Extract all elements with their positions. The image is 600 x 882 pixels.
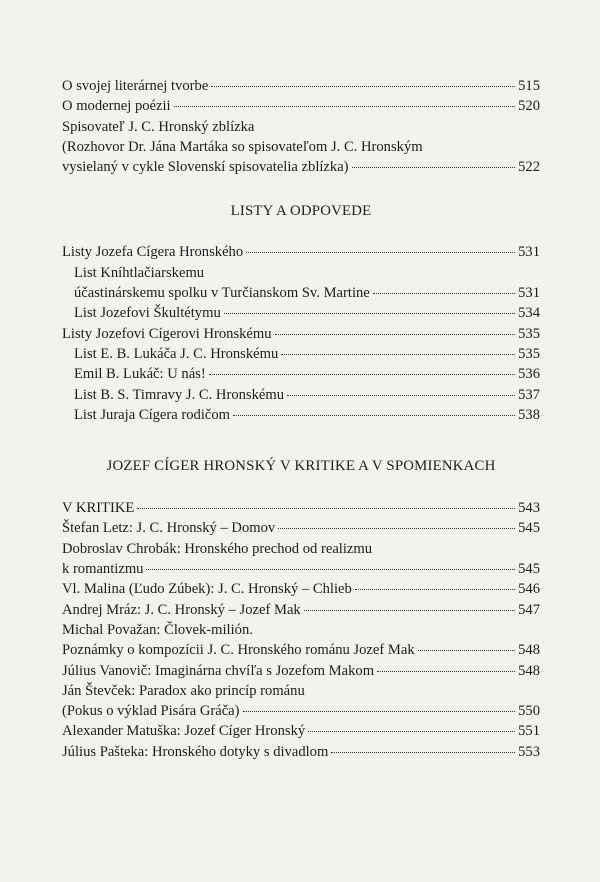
dot-leader — [352, 167, 516, 168]
dot-leader — [275, 334, 516, 335]
toc-page-number: 538 — [518, 406, 540, 423]
toc-entry-title: účastinárskemu spolku v Turčianskom Sv. Martine — [74, 285, 370, 302]
dot-leader — [146, 569, 515, 570]
toc-block-essays — [62, 76, 540, 177]
toc-entry-title: List Juraja Cígera rodičom — [74, 406, 231, 423]
dot-leader — [281, 354, 515, 355]
section-heading-criticism: JOZEF CÍGER HRONSKÝ V KRITIKE A V SPOMIENKACH — [106, 458, 496, 475]
toc-line: Dobroslav Chrobák: Hronského prechod od realizmu — [62, 540, 373, 557]
toc-entry — [62, 364, 540, 384]
toc-line: Spisovateľ J. C. Hronský zblízka — [62, 118, 255, 135]
toc-entry-title: Július Vanovič: Imaginárna chvíľa s Jozefom Makom — [62, 662, 375, 679]
dot-leader — [373, 293, 515, 294]
dot-leader — [287, 395, 515, 396]
toc-line: Michal Považan: Človek-milión. — [62, 621, 253, 638]
toc-entry — [62, 518, 540, 538]
toc-entry — [62, 96, 540, 116]
toc-entry — [62, 640, 540, 660]
toc-entry — [62, 283, 540, 303]
toc-line: (Rozhovor Dr. Jána Martáka so spisovateľom J. C. Hronským — [62, 138, 423, 155]
toc-entry — [62, 385, 540, 405]
dot-leader — [209, 374, 515, 375]
toc-entry-title: Vl. Malina (Ľudo Zúbek): J. C. Hronský – Chlieb — [62, 581, 352, 598]
dot-leader — [331, 752, 515, 753]
toc-entry-title: List Jozefovi Škultétymu — [74, 305, 221, 322]
toc-entry-title: O modernej poézii — [62, 98, 171, 115]
toc-entry-title: Alexander Matuška: Jozef Cíger Hronský — [62, 723, 306, 740]
toc-line: Ján Števček: Paradox ako princíp románu — [62, 682, 305, 699]
toc-page-number: 548 — [518, 642, 540, 659]
toc-page-number: 534 — [518, 305, 540, 322]
toc-entry-title: Listy Jozefa Cígera Hronského — [62, 244, 244, 261]
toc-page-number: 545 — [518, 520, 540, 537]
toc-entry-title: k romantizmu — [62, 561, 144, 578]
toc-entry — [62, 559, 540, 579]
toc-block-criticism — [62, 498, 540, 762]
toc-page-number: 536 — [518, 366, 540, 383]
dot-leader — [137, 508, 515, 509]
toc-page-number: 551 — [518, 723, 540, 740]
toc-entry — [62, 742, 540, 762]
toc-entry-title: Listy Jozefovi Cígerovi Hronskému — [62, 325, 272, 342]
toc-entry-title: Július Pašteka: Hronského dotyky s divadlom — [62, 743, 329, 760]
toc-entry-title: Emil B. Lukáč: U nás! — [74, 366, 206, 383]
toc-entry — [62, 324, 540, 344]
toc-entry-title: List B. S. Timravy J. C. Hronskému — [74, 386, 285, 403]
toc-entry — [62, 76, 540, 96]
toc-entry-title: O svojej literárnej tvorbe — [62, 78, 209, 94]
toc-entry-title: Štefan Letz: J. C. Hronský – Domov — [62, 520, 276, 537]
dot-leader — [233, 415, 515, 416]
toc-entry — [62, 344, 540, 364]
toc-page-number: 548 — [518, 662, 540, 679]
table-of-contents — [62, 76, 540, 762]
toc-page-number: 535 — [518, 345, 540, 362]
toc-page-number: 543 — [518, 500, 540, 517]
toc-entry — [62, 498, 540, 518]
toc-page-number: 547 — [518, 601, 540, 618]
toc-entry — [62, 721, 540, 741]
toc-entry — [62, 242, 540, 262]
toc-page-number: 520 — [518, 98, 540, 115]
toc-entry-title: vysielaný v cykle Slovenskí spisovatelia zblízka) — [62, 159, 349, 176]
toc-entry-title: (Pokus o výklad Pisára Gráča) — [62, 703, 240, 720]
toc-entry-title: V KRITIKE — [62, 500, 135, 517]
toc-page-number: 545 — [518, 561, 540, 578]
dot-leader — [304, 610, 515, 611]
toc-page-number: 531 — [518, 244, 540, 261]
toc-entry-title: Poznámky o kompozícii J. C. Hronského románu Jozef Mak — [62, 642, 415, 659]
dot-leader — [377, 671, 515, 672]
toc-page-number: 553 — [518, 743, 540, 760]
toc-entry — [62, 405, 540, 425]
toc-entry-title: List E. B. Lukáča J. C. Hronskému — [74, 345, 279, 362]
dot-leader — [308, 731, 515, 732]
toc-block-letters — [62, 242, 540, 425]
toc-line: List Kníhtlačiarskemu — [74, 264, 205, 281]
toc-entry — [62, 701, 540, 721]
dot-leader — [355, 589, 515, 590]
toc-entry — [62, 303, 540, 323]
toc-entry — [62, 600, 540, 620]
dot-leader — [224, 313, 515, 314]
dot-leader — [418, 650, 515, 651]
dot-leader — [278, 528, 515, 529]
toc-entry — [62, 157, 540, 177]
dot-leader — [174, 106, 516, 107]
section-heading-letters: LISTY A ODPOVEDE — [230, 203, 372, 220]
dot-leader — [243, 711, 516, 712]
toc-page-number: 550 — [518, 703, 540, 720]
toc-page-number: 522 — [518, 159, 540, 176]
toc-entry — [62, 661, 540, 681]
toc-page-number: 546 — [518, 581, 540, 598]
toc-page-number: 531 — [518, 285, 540, 302]
toc-page-number: 537 — [518, 386, 540, 403]
toc-page-number: 535 — [518, 325, 540, 342]
dot-leader — [246, 252, 515, 253]
toc-entry-title: Andrej Mráz: J. C. Hronský – Jozef Mak — [62, 601, 301, 618]
toc-page-number: 515 — [518, 78, 540, 94]
dot-leader — [211, 86, 515, 87]
toc-entry — [62, 579, 540, 599]
